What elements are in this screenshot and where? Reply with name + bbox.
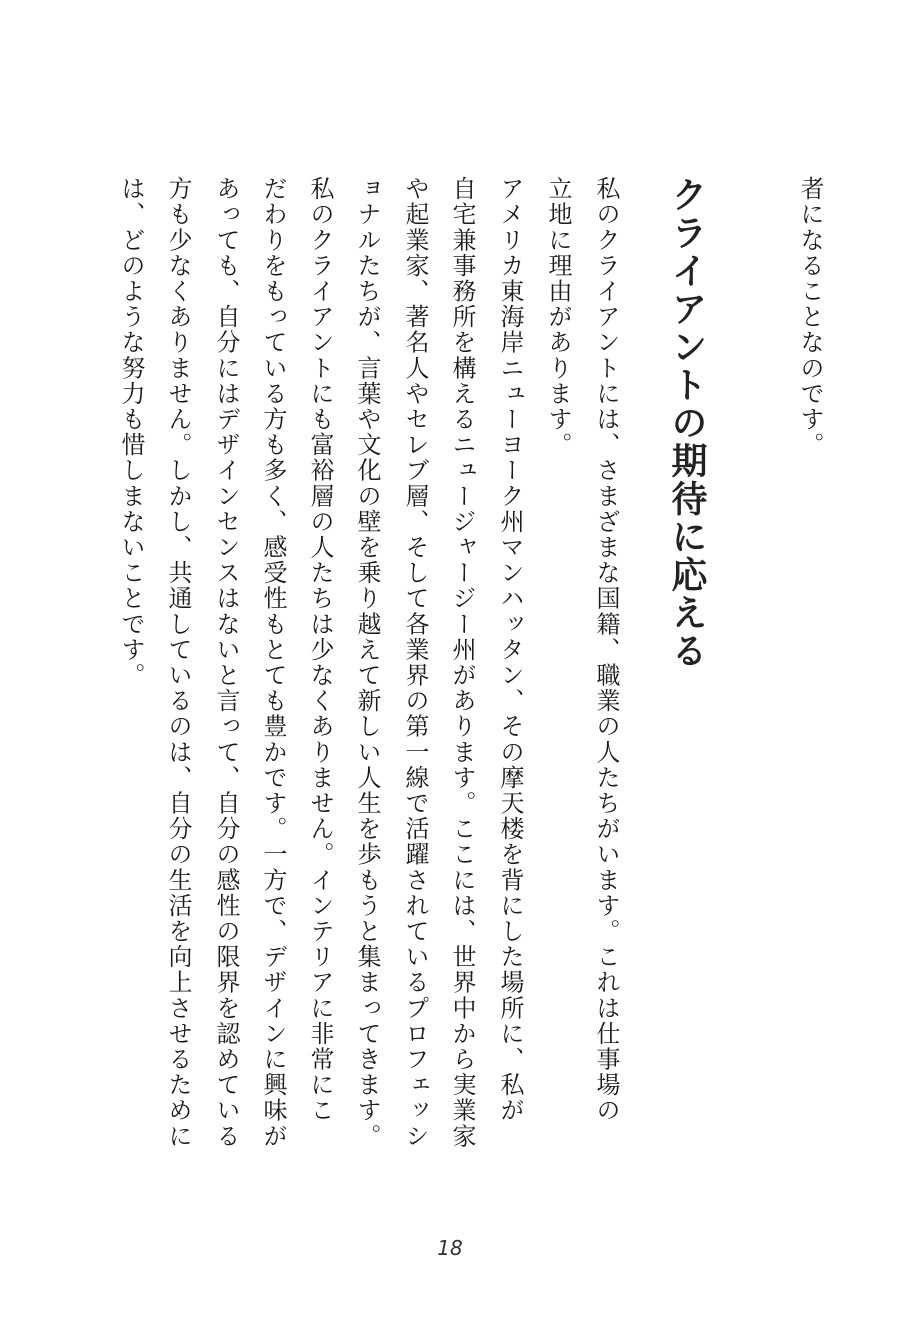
text-column-5: 自宅兼事務所を構えるニュージャージー州があります。ここには、世界中から実業家	[448, 176, 476, 1149]
text-column-12: は、どのような努力も惜しまないことです。	[117, 176, 145, 688]
text-column-11: 方も少なくありません。しかし、共通しているのは、自分の生活を向上させるために	[164, 176, 192, 1149]
page-number: 18	[437, 1236, 463, 1260]
text-column-8: 私のクライアントにも富裕層の人たちは少なくありません。インテリアに非常にこ	[306, 176, 334, 1124]
section-heading: クライアントの期待に応える	[666, 176, 707, 670]
text-column-2: 私のクライアントには、さまざまな国籍、職業の人たちがいます。これは仕事場の	[592, 176, 620, 1124]
text-column-7: ョナルたちが、言葉や文化の壁を乗り越えて新しい人生を歩もうと集まってきます。	[353, 176, 381, 1149]
text-column-3: 立地に理由があります。	[544, 176, 572, 458]
text-column-10: あっても、自分にはデザインセンスはないと言って、自分の感性の限界を認めている	[212, 176, 240, 1149]
text-column-9: だわりをもっている方も多く、感受性もとても豊かです。一方で、デザインに興味が	[259, 176, 287, 1149]
text-column-6: や起業家、著名人やセレブ層、そして各業界の第一線で活躍されているプロフェッシ	[401, 176, 429, 1149]
text-column-1: 者になることなのです。	[796, 176, 824, 458]
text-column-4: アメリカ東海岸ニューヨーク州マンハッタン、その摩天楼を背にした場所に、私が	[496, 176, 524, 1124]
